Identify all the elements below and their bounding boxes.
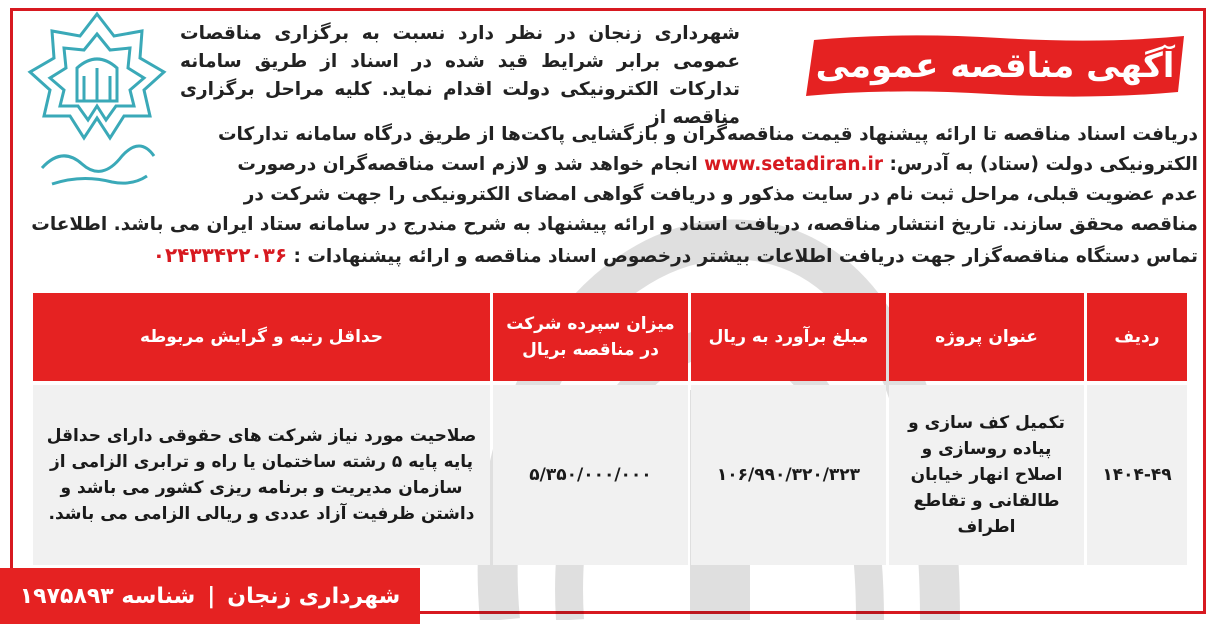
page-title: آگهی مناقصه عمومی	[815, 46, 1175, 86]
body-line-2	[22, 150, 1198, 180]
body-line-4: مناقصه محقق سازند. تاریخ انتشار مناقصه، دریافت اسناد و ارائه پیشنهاد به شرح مندرج در سامانه ستاد ایران می باشد. اطلاعات	[31, 214, 1198, 235]
website-link[interactable]: www.setadiran.ir	[704, 154, 883, 175]
intro-paragraph: شهرداری زنجان در نظر دارد نسبت به برگزاری مناقصات عمومی برابر شرایط قید شده در اسناد از طریق سامانه تدارکات الکترونیکی دولت اقدام نماید. کلیه مراحل برگزاری مناقصه از	[180, 23, 740, 128]
cell-min-grade: صلاحیت مورد نیاز شرکت های حقوقی دارای حداقل پایه پایه ۵ رشته ساختمان یا راه و ترابری الزامی از سازمان مدیریت و برنامه ریزی کشور می باشد و داشتن ظرفیت آزاد عددی و ریالی الزامی می باشد.	[33, 385, 490, 565]
header-estimated-amount: مبلغ برآورد به ریال	[691, 293, 886, 381]
body-line-1: دریافت اسناد مناقصه تا ارائه پیشنهاد قیمت مناقصه‌گران و بازگشایی پاکت‌ها از طریق درگاه سامانه تدارکات	[217, 124, 1198, 145]
body-line-5-text: تماس دستگاه مناقصه‌گزار جهت دریافت اطلاعات بیشتر درخصوص اسناد مناقصه و ارائه پیشنهادات :	[293, 246, 1198, 267]
cell-estimated-amount: ۱۰۶/۹۹۰/۳۲۰/۳۲۳	[691, 385, 886, 565]
header-row-number: ردیف	[1087, 293, 1187, 381]
cell-project-title: تکمیل کف سازی و پیاده روسازی و اصلاح انهار خیابان طالقانی و تقاطع اطراف	[889, 385, 1084, 565]
body-line-3: عدم عضویت قبلی، مراحل ثبت نام در سایت مذکور و دریافت گواهی امضای الکترونیکی را جهت شرکت در	[243, 184, 1198, 205]
footer-bar	[0, 568, 420, 624]
title-banner	[800, 32, 1190, 100]
body-line-2b: انجام خواهد شد و لازم است مناقصه‌گران درصورت	[237, 154, 698, 175]
footer-id: شناسه ۱۹۷۵۸۹۳	[19, 583, 196, 609]
footer-org: شهرداری زنجان	[227, 583, 401, 609]
cell-deposit-amount: ۵/۳۵۰/۰۰۰/۰۰۰	[493, 385, 688, 565]
tender-table	[30, 293, 1190, 565]
header-min-grade: حداقل رتبه و گرایش مربوطه	[33, 293, 490, 381]
contact-phone: ۰۲۴۳۳۴۲۲۰۳۶	[152, 243, 288, 267]
table-row	[33, 385, 1187, 565]
body-line-5	[22, 240, 1198, 272]
header-project-title: عنوان پروژه	[889, 293, 1084, 381]
footer-separator: |	[207, 583, 216, 609]
body-paragraph	[22, 120, 1198, 272]
body-line-2a: الکترونیکی دولت (ستاد) به آدرس:	[889, 154, 1198, 175]
cell-row-number: ۱۴۰۴-۴۹	[1087, 385, 1187, 565]
header-deposit-amount: میزان سپرده شرکت در مناقصه بریال	[493, 293, 688, 381]
table-header-row	[33, 293, 1187, 381]
